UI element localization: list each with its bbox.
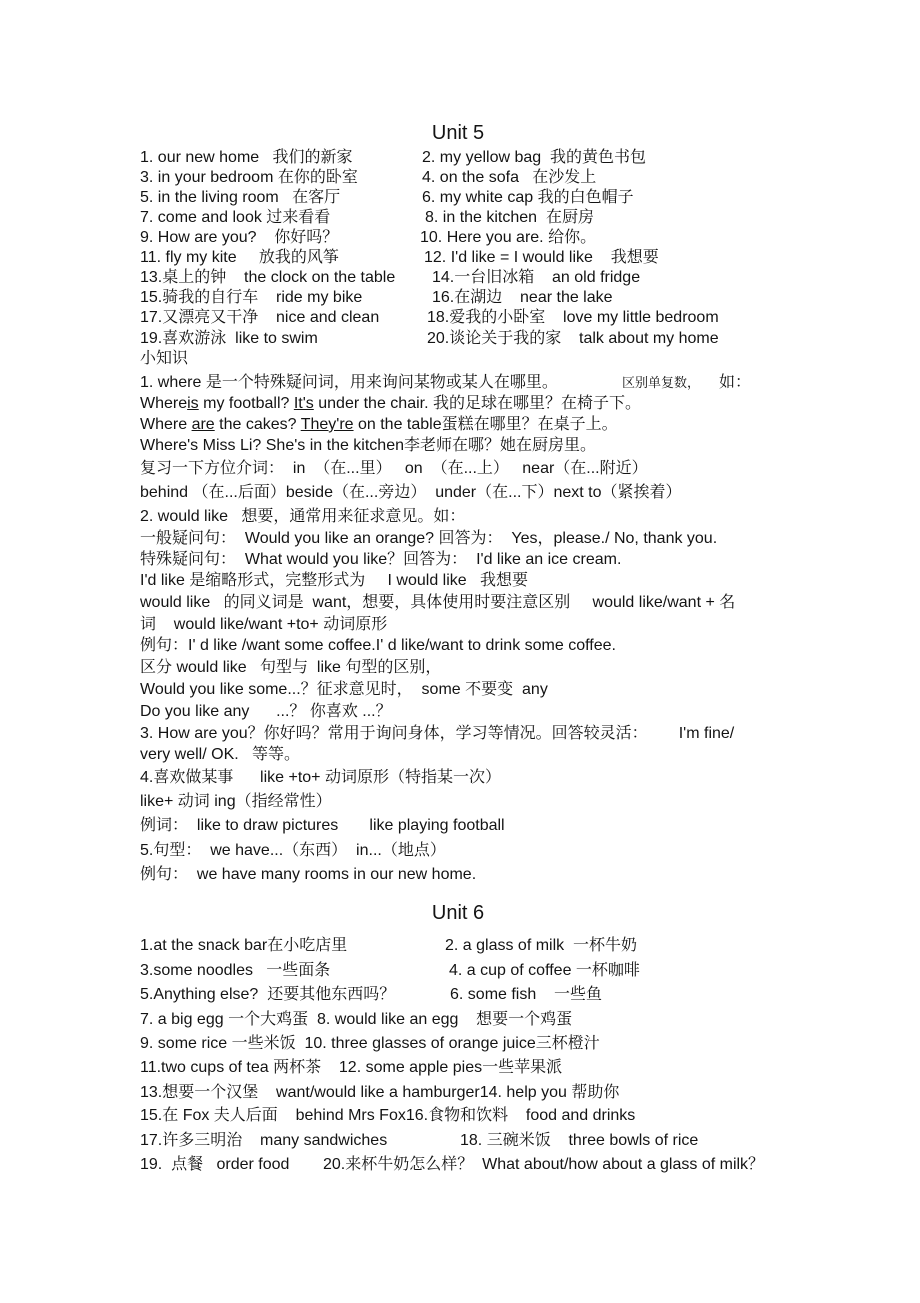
unit5-phrase-row (0, 308, 920, 328)
note-line (0, 593, 920, 613)
note-line (0, 483, 920, 503)
phrase-left: 13.桌上的钟 the clock on the table (140, 269, 396, 286)
phrase-left: 11. fly my kite 放我的风筝 (140, 249, 339, 266)
note-text: I'd like 是缩略形式，完整形式为 I would like 我想要 (140, 572, 529, 589)
underlined-word: It's (293, 395, 314, 412)
phrase-right: 14.一台旧冰箱 an old fridge (432, 269, 641, 286)
note-text: 1. where 是一个特殊疑问词，用来询问某物或某人在哪里。 (140, 374, 558, 391)
note-example (140, 415, 618, 435)
note-line (0, 459, 920, 479)
note-line (0, 680, 920, 700)
note-text: Where's Miss Li? She's in the kitchen李老师在哪？她在厨房里。 (140, 437, 597, 454)
unit6-phrase-row (0, 1131, 920, 1151)
phrase-right: 12. some apple pies一些苹果派 (338, 1059, 563, 1076)
note-text: 如： (719, 374, 752, 391)
note-line (0, 507, 920, 527)
unit5-phrase-row (0, 208, 920, 228)
note-text: under the chair. 我的足球在哪里？在椅子下。 (313, 395, 641, 412)
unit5-phrase-row (0, 329, 920, 349)
note-text: on the table蛋糕在哪里？在桌子上。 (353, 416, 618, 433)
unit6-phrase-row (0, 1106, 920, 1126)
phrase-left: 13.想要一个汉堡 want/would like a hamburger (140, 1084, 480, 1101)
note-text: Would you like some...？征求意见时， some 不要变 any (140, 681, 548, 698)
note-line (0, 865, 920, 885)
unit5-phrase-row (0, 188, 920, 208)
phrase-right: 6. some fish 一些鱼 (450, 986, 603, 1003)
note-line (0, 415, 920, 435)
underlined-word: is (187, 395, 199, 412)
note-line (0, 529, 920, 549)
note-line (0, 636, 920, 656)
phrase-left: 1.at the snack bar在小吃店里 (140, 937, 348, 954)
note-line (0, 550, 920, 570)
note-line (0, 615, 920, 635)
note-line (0, 841, 920, 861)
unit5-phrase-row (0, 228, 920, 248)
note-text: Where (140, 416, 192, 433)
unit6-phrase-row (0, 985, 920, 1005)
unit5-phrase-row (0, 148, 920, 168)
note-line (0, 571, 920, 591)
notes-heading-row (0, 349, 920, 369)
phrase-left: 5. in the living room 在客厅 (140, 189, 341, 206)
phrase-right: 16.食物和饮料 food and drinks (405, 1107, 636, 1124)
phrase-left: 19. 点餐 order food (140, 1156, 290, 1173)
phrase-right: 4. on the sofa 在沙发上 (422, 169, 597, 186)
phrase-left: 17.许多三明治 many sandwiches (140, 1132, 388, 1149)
phrase-pair (140, 1010, 572, 1030)
note-line (0, 745, 920, 765)
note-line (0, 724, 920, 744)
note-line (0, 792, 920, 812)
unit6-phrase-row (0, 936, 920, 956)
note-text: 例句： we have many rooms in our new home. (140, 866, 477, 883)
notes-heading: 小知识 (140, 350, 189, 367)
note-text: 例句：I' d like /want some coffee.I' d like/want to drink some coffee. (140, 637, 616, 654)
phrase-pair (140, 1106, 635, 1126)
phrase-right: 20.谈论关于我的家 talk about my home (427, 330, 719, 347)
phrase-left: 5.Anything else? 还要其他东西吗？ (140, 986, 396, 1003)
note-text: Where (140, 395, 188, 412)
phrase-right: 4. a cup of coffee 一杯咖啡 (449, 962, 640, 979)
unit5-phrase-row (0, 168, 920, 188)
phrase-left: 11.two cups of tea 两杯茶 (140, 1059, 339, 1076)
note-text: 复习一下方位介词： in （在...里） on （在...上） near（在...附近） (140, 460, 648, 477)
note-text: behind （在...后面）beside（在...旁边） under（在...下）next to（紧挨着） (140, 484, 682, 501)
phrase-right: 18. 三碗米饭 three bowls of rice (460, 1132, 699, 1149)
phrase-left: 9. How are you? 你好吗？ (140, 229, 339, 246)
underlined-word: are (191, 416, 215, 433)
phrase-pair (140, 1034, 600, 1054)
note-text: the cakes? (214, 416, 301, 433)
note-text: 一般疑问句： Would you like an orange? 回答为： Yes，please./ No, thank you. (140, 530, 718, 547)
phrase-right: 10. three glasses of orange juice三杯橙汁 (304, 1035, 600, 1052)
phrase-left: 17.又漂亮又干净 nice and clean (140, 309, 380, 326)
phrase-left: 3. in your bedroom 在你的卧室 (140, 169, 358, 186)
note-text: my football? (198, 395, 294, 412)
unit5-phrase-row (0, 248, 920, 268)
phrase-right: 18.爱我的小卧室 love my little bedroom (427, 309, 719, 326)
note-line (0, 373, 920, 393)
phrase-right: 8. in the kitchen 在厨房 (425, 209, 594, 226)
phrase-pair (140, 1083, 619, 1103)
note-line (0, 658, 920, 678)
unit6-phrase-row (0, 1034, 920, 1054)
note-text: very well/ OK. 等等。 (140, 746, 301, 763)
unit6-phrase-row (0, 1058, 920, 1078)
note-text: 5.句型： we have...（东西） in...（地点） (140, 842, 446, 859)
phrase-pair (140, 1058, 562, 1078)
phrase-right: 2. a glass of milk 一杯牛奶 (445, 937, 638, 954)
unit5-phrase-row (0, 268, 920, 288)
note-aside: 区别单复数， (622, 375, 701, 390)
phrase-left: 7. come and look 过来看看 (140, 209, 331, 226)
note-example (140, 394, 641, 414)
unit5-phrase-row (0, 288, 920, 308)
unit5-title: Unit 5 (431, 122, 485, 144)
note-line (0, 702, 920, 722)
note-line (0, 394, 920, 414)
phrase-right: 16.在湖边 near the lake (432, 289, 613, 306)
note-text: 词 would like/want +to+ 动词原形 (140, 616, 388, 633)
phrase-left: 9. some rice 一些米饭 (140, 1035, 305, 1052)
unit6-phrase-row (0, 1155, 920, 1175)
underlined-word: They're (300, 416, 354, 433)
unit6-phrase-row (0, 1083, 920, 1103)
phrase-left: 3.some noodles 一些面条 (140, 962, 331, 979)
note-text: like+ 动词 ing（指经常性） (140, 793, 332, 810)
note-line (0, 816, 920, 836)
phrase-left: 15.在 Fox 夫人后面 behind Mrs Fox (140, 1107, 406, 1124)
note-text: 特殊疑问句： What would you like？回答为： I'd like an ice cream. (140, 551, 622, 568)
phrase-left: 19.喜欢游泳 like to swim (140, 330, 318, 347)
phrase-right: 6. my white cap 我的白色帽子 (422, 189, 634, 206)
note-text: 3. How are you？你好吗？常用于询问身体，学习等情况。回答较灵活： I'm fine/ (140, 725, 735, 742)
unit6-phrase-row (0, 1010, 920, 1030)
note-text: Do you like any ...？ 你喜欢 ...？ (140, 703, 392, 720)
note-text: 2. would like 想要，通常用来征求意见。如： (140, 508, 466, 525)
phrase-right: 14. help you 帮助你 (479, 1084, 620, 1101)
phrase-right: 12. I'd like = I would like 我想要 (424, 249, 659, 266)
note-text: 区分 would like 句型与 like 句型的区别， (140, 659, 442, 676)
unit6-phrase-row (0, 961, 920, 981)
phrase-left: 15.骑我的自行车 ride my bike (140, 289, 363, 306)
phrase-left: 7. a big egg 一个大鸡蛋 (140, 1011, 317, 1028)
note-line (0, 768, 920, 788)
unit6-title: Unit 6 (431, 902, 485, 924)
note-text: would like 的同义词是 want，想要，具体使用时要注意区别 would like/want + 名 (140, 594, 736, 611)
note-line (0, 436, 920, 456)
phrase-left: 1. our new home 我们的新家 (140, 149, 353, 166)
note-text: 例词： like to draw pictures like playing football (140, 817, 505, 834)
phrase-right: 8. would like an egg 想要一个鸡蛋 (316, 1011, 573, 1028)
note-text: 4.喜欢做某事 like +to+ 动词原形（特指某一次） (140, 769, 501, 786)
phrase-right: 10. Here you are. 给你。 (420, 229, 597, 246)
phrase-right: 20.来杯牛奶怎么样？ What about/how about a glass of milk？ (323, 1156, 765, 1173)
phrase-right: 2. my yellow bag 我的黄色书包 (422, 149, 647, 166)
